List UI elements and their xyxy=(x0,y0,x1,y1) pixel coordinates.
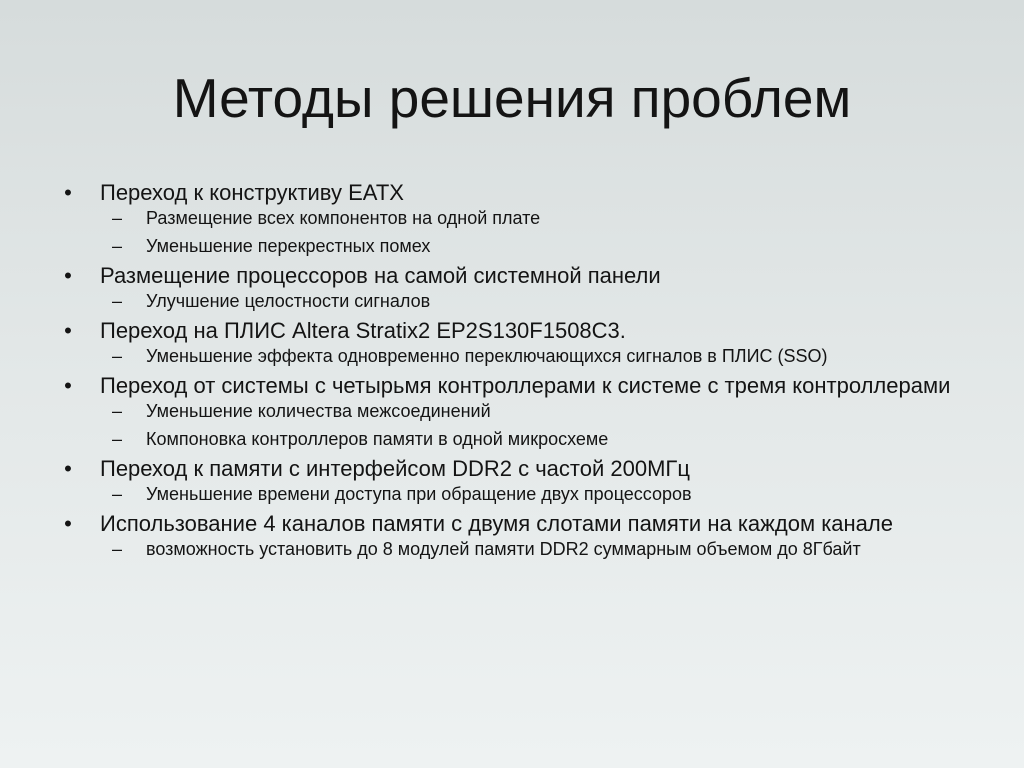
sub-text: Уменьшение перекрестных помех xyxy=(146,236,431,256)
sub-item xyxy=(100,207,958,229)
sub-item xyxy=(100,428,958,450)
dash-marker: – xyxy=(112,484,123,504)
sub-text: Улучшение целостности сигналов xyxy=(146,291,431,311)
bullet-list xyxy=(58,180,958,566)
bullet-text: Переход к конструктиву EATX xyxy=(100,180,404,205)
sub-list xyxy=(100,207,958,257)
sub-item xyxy=(100,235,958,257)
bullet-text: Размещение процессоров на самой системной панели xyxy=(100,263,661,288)
bullet-marker: • xyxy=(64,373,72,398)
sub-list xyxy=(100,538,958,560)
sub-text: Уменьшение эффекта одновременно переключающихся сигналов в ПЛИС (SSO) xyxy=(146,346,828,366)
sub-text: Размещение всех компонентов на одной плате xyxy=(146,208,541,228)
bullet-item xyxy=(58,318,958,367)
bullet-marker: • xyxy=(64,180,72,205)
bullet-text: Переход к памяти с интерфейсом DDR2 с частой 200МГц xyxy=(100,456,690,481)
sub-text: Уменьшение времени доступа при обращение двух процессоров xyxy=(146,484,692,504)
sub-list xyxy=(100,400,958,450)
dash-marker: – xyxy=(112,291,123,311)
bullet-marker: • xyxy=(64,318,72,343)
sub-item xyxy=(100,345,958,367)
dash-marker: – xyxy=(112,346,123,366)
bullet-marker: • xyxy=(64,456,72,481)
sub-list xyxy=(100,290,958,312)
bullet-item xyxy=(58,511,958,560)
bullet-item xyxy=(58,456,958,505)
dash-marker: – xyxy=(112,401,123,421)
bullet-text: Переход на ПЛИС Altera Stratix2 EP2S130F1508C3. xyxy=(100,318,626,343)
dash-marker: – xyxy=(112,539,123,559)
bullet-marker: • xyxy=(64,511,72,536)
sub-item xyxy=(100,483,958,505)
bullet-marker: • xyxy=(64,263,72,288)
sub-item xyxy=(100,538,958,560)
sub-text: Уменьшение количества межсоединений xyxy=(146,401,491,421)
sub-item xyxy=(100,400,958,422)
dash-marker: – xyxy=(112,429,123,449)
sub-list xyxy=(100,345,958,367)
bullet-text: Использование 4 каналов памяти с двумя слотами памяти на каждом канале xyxy=(100,511,893,536)
bullet-text: Переход от системы с четырьмя контроллерами к системе с тремя контроллерами xyxy=(100,373,951,398)
sub-text: возможность установить до 8 модулей памяти DDR2 суммарным объемом до 8Гбайт xyxy=(146,539,861,559)
dash-marker: – xyxy=(112,236,123,256)
bullet-item xyxy=(58,263,958,312)
bullet-item xyxy=(58,180,958,257)
dash-marker: – xyxy=(112,208,123,228)
slide-title: Методы решения проблем xyxy=(172,67,852,129)
sub-text: Компоновка контроллеров памяти в одной микросхеме xyxy=(146,429,609,449)
bullet-item xyxy=(58,373,958,450)
sub-item xyxy=(100,290,958,312)
sub-list xyxy=(100,483,958,505)
